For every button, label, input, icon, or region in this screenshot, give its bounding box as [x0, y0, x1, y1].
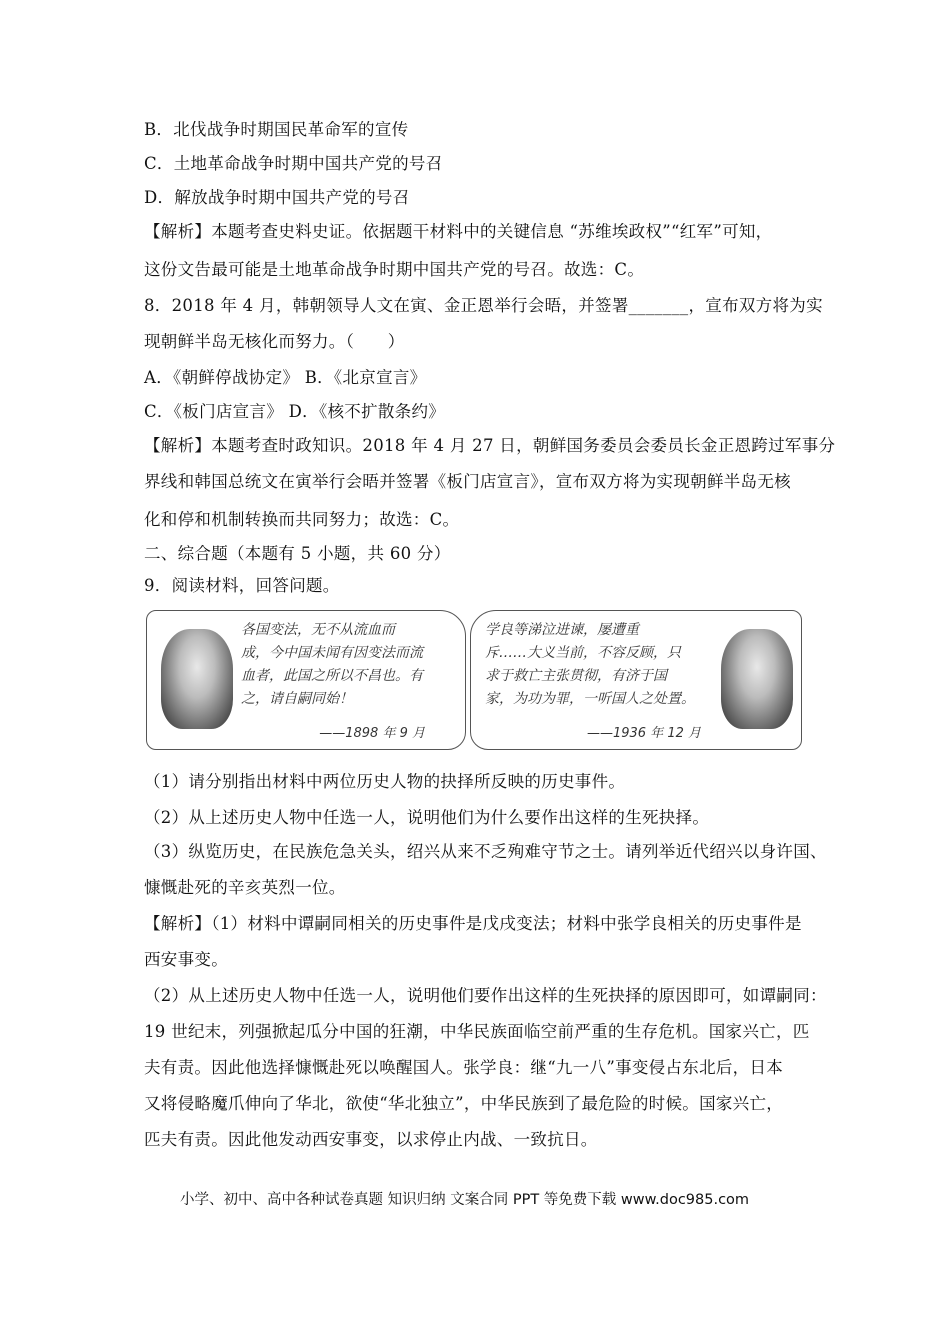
question-8-options-cd: C．《板门店宣言》 D．《核不扩散条约》 — [144, 402, 446, 421]
analysis-8-line-3: 化和停和机制转换而共同努力；故选：C。 — [144, 510, 460, 529]
analysis-9-line-2: 西安事变。 — [144, 950, 228, 969]
analysis-7-line-2: 这份文告最可能是土地革命战争时期中国共产党的号召。故选：C。 — [144, 260, 645, 279]
section-two-heading: 二、综合题（本题有 5 小题，共 60 分） — [144, 544, 451, 563]
quote-tan-sitong: 各国变法，无不从流血而 成，今中国未闻有因变法而流 血者，此国之所以不昌也。有 之，请自嗣同始！ — [241, 622, 423, 707]
analysis-9-line-4: 19 世纪末，列强掀起瓜分中国的狂潮，中华民族面临空前严重的生存危机。国家兴亡，匹 — [144, 1022, 810, 1041]
material-panel-zhang-xueliang — [470, 610, 802, 750]
question-9-stem: 9．阅读材料，回答问题。 — [144, 576, 340, 595]
portrait-tan-sitong — [161, 629, 233, 729]
date-zhang-xueliang: ——1936 年 12 月 — [586, 726, 701, 741]
analysis-9-line-3: （2）从上述历史人物中任选一人，说明他们要作出这样的生死抉择的原因即可，如谭嗣同： — [144, 986, 827, 1005]
page-footer: 小学、初中、高中各种试卷真题 知识归纳 文案合同 PPT 等免费下载 www.doc985.com — [180, 1192, 750, 1208]
question-8-line-1: 8．2018 年 4 月，韩朝领导人文在寅、金正恩举行会晤，并签署_______，宣布双方将为实 — [144, 296, 823, 315]
analysis-9-line-1: 【解析】（1）材料中谭嗣同相关的历史事件是戊戌变法；材料中张学良相关的历史事件是 — [144, 914, 802, 933]
analysis-9-line-7: 匹夫有责。因此他发动西安事变，以求停止内战、一致抗日。 — [144, 1130, 598, 1149]
option-b: B．北伐战争时期国民革命军的宣传 — [144, 120, 409, 139]
sub-question-2: （2）从上述历史人物中任选一人，说明他们为什么要作出这样的生死抉择。 — [144, 808, 710, 827]
analysis-8-line-1: 【解析】本题考查时政知识。2018 年 4 月 27 日，朝鲜国务委员会委员长金正恩跨过军事分 — [144, 436, 836, 455]
analysis-9-line-5: 夫有责。因此他选择慷慨赴死以唤醒国人。张学良：继“九一八”事变侵占东北后，日本 — [144, 1058, 784, 1077]
portrait-zhang-xueliang — [721, 629, 793, 729]
question-8-options-ab: A．《朝鲜停战协定》 B．《北京宣言》 — [144, 368, 427, 387]
option-c: C．土地革命战争时期中国共产党的号召 — [144, 154, 443, 173]
sub-question-3-line-2: 慷慨赴死的辛亥英烈一位。 — [144, 878, 346, 897]
analysis-9-line-6: 又将侵略魔爪伸向了华北，欲使“华北独立”，中华民族到了最危险的时候。国家兴亡， — [144, 1094, 784, 1113]
analysis-8-line-2: 界线和韩国总统文在寅举行会晤并签署《板门店宣言》，宣布双方将为实现朝鲜半岛无核 — [144, 472, 791, 491]
material-panel-tan-sitong — [146, 610, 466, 750]
material-figure — [144, 610, 804, 752]
quote-zhang-xueliang: 学良等涕泣进谏，屡遭重 斥……大义当前，不容反顾，只 求于救亡主张贯彻，有济于国 家，为功为罪，一听国人之处置。 — [485, 622, 695, 707]
sub-question-3-line-1: （3）纵览历史，在民族危急关头，绍兴从来不乏殉难守节之士。请列举近代绍兴以身许国、 — [144, 842, 827, 861]
analysis-7-line-1: 【解析】本题考查史料史证。依据题干材料中的关键信息 “苏维埃政权”“红军”可知， — [144, 222, 773, 241]
option-d: D．解放战争时期中国共产党的号召 — [144, 188, 410, 207]
date-tan-sitong: ——1898 年 9 月 — [319, 726, 425, 741]
question-8-line-2: 现朝鲜半岛无核化而努力。（ ） — [144, 332, 405, 351]
sub-question-1: （1）请分别指出材料中两位历史人物的抉择所反映的历史事件。 — [144, 772, 626, 791]
